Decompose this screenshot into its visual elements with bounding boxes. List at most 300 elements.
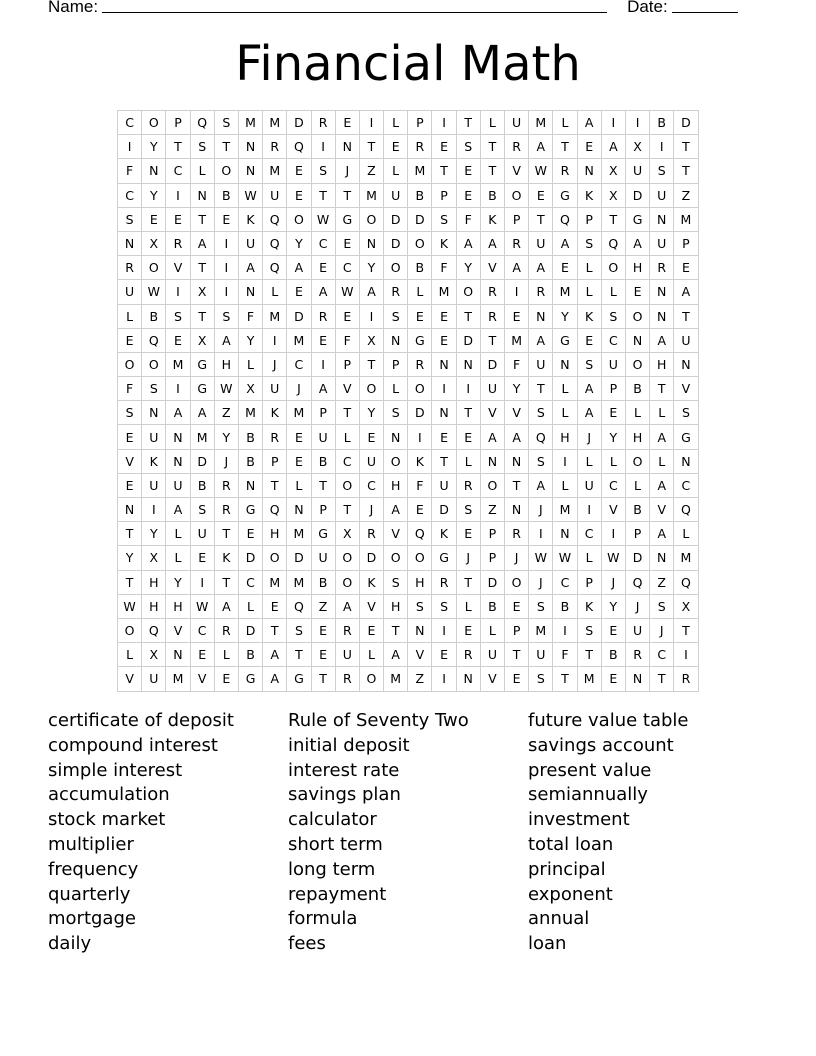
grid-cell[interactable]: A bbox=[650, 329, 674, 353]
grid-cell[interactable]: R bbox=[336, 667, 360, 691]
grid-cell[interactable]: A bbox=[384, 498, 408, 522]
grid-cell[interactable]: I bbox=[553, 619, 577, 643]
grid-cell[interactable]: O bbox=[215, 159, 239, 183]
grid-cell[interactable]: P bbox=[263, 450, 287, 474]
grid-cell[interactable]: V bbox=[191, 667, 215, 691]
grid-cell[interactable]: Q bbox=[674, 498, 698, 522]
grid-cell[interactable]: P bbox=[626, 522, 650, 546]
grid-cell[interactable]: Q bbox=[142, 329, 166, 353]
grid-cell[interactable]: Q bbox=[191, 111, 215, 135]
grid-cell[interactable]: E bbox=[384, 135, 408, 159]
grid-cell[interactable]: I bbox=[432, 667, 456, 691]
grid-cell[interactable]: Q bbox=[529, 425, 553, 449]
grid-cell[interactable]: E bbox=[626, 280, 650, 304]
grid-cell[interactable]: Y bbox=[360, 256, 384, 280]
grid-cell[interactable]: E bbox=[287, 280, 311, 304]
grid-cell[interactable]: Q bbox=[263, 498, 287, 522]
grid-cell[interactable]: L bbox=[481, 111, 505, 135]
grid-cell[interactable]: U bbox=[360, 450, 384, 474]
grid-cell[interactable]: A bbox=[312, 377, 336, 401]
grid-cell[interactable]: N bbox=[432, 401, 456, 425]
grid-cell[interactable]: E bbox=[287, 159, 311, 183]
grid-cell[interactable]: T bbox=[336, 401, 360, 425]
grid-cell[interactable]: N bbox=[505, 498, 529, 522]
grid-cell[interactable]: V bbox=[674, 377, 698, 401]
grid-cell[interactable]: A bbox=[166, 498, 190, 522]
grid-cell[interactable]: R bbox=[505, 522, 529, 546]
grid-cell[interactable]: U bbox=[166, 474, 190, 498]
grid-cell[interactable]: O bbox=[263, 546, 287, 570]
grid-cell[interactable]: C bbox=[239, 571, 263, 595]
grid-cell[interactable]: A bbox=[457, 232, 481, 256]
grid-cell[interactable]: W bbox=[215, 377, 239, 401]
grid-cell[interactable]: L bbox=[626, 474, 650, 498]
grid-cell[interactable]: T bbox=[674, 619, 698, 643]
grid-cell[interactable]: F bbox=[432, 256, 456, 280]
grid-cell[interactable]: G bbox=[312, 522, 336, 546]
grid-cell[interactable]: V bbox=[118, 667, 142, 691]
grid-cell[interactable]: E bbox=[432, 329, 456, 353]
grid-cell[interactable]: I bbox=[166, 184, 190, 208]
grid-cell[interactable]: D bbox=[239, 619, 263, 643]
grid-cell[interactable]: U bbox=[650, 232, 674, 256]
grid-cell[interactable]: U bbox=[263, 377, 287, 401]
grid-cell[interactable]: Y bbox=[602, 595, 626, 619]
grid-cell[interactable]: T bbox=[432, 159, 456, 183]
grid-cell[interactable]: X bbox=[191, 280, 215, 304]
grid-cell[interactable]: T bbox=[650, 667, 674, 691]
grid-cell[interactable]: O bbox=[384, 450, 408, 474]
grid-cell[interactable]: N bbox=[674, 450, 698, 474]
grid-cell[interactable]: T bbox=[529, 208, 553, 232]
grid-cell[interactable]: A bbox=[505, 256, 529, 280]
grid-cell[interactable]: Z bbox=[408, 667, 432, 691]
grid-cell[interactable]: E bbox=[674, 256, 698, 280]
grid-cell[interactable]: L bbox=[215, 643, 239, 667]
grid-cell[interactable]: M bbox=[263, 571, 287, 595]
grid-cell[interactable]: L bbox=[553, 111, 577, 135]
grid-cell[interactable]: M bbox=[553, 498, 577, 522]
grid-cell[interactable]: T bbox=[457, 401, 481, 425]
grid-cell[interactable]: L bbox=[553, 401, 577, 425]
grid-cell[interactable]: T bbox=[432, 450, 456, 474]
grid-cell[interactable]: X bbox=[626, 135, 650, 159]
grid-cell[interactable]: L bbox=[384, 159, 408, 183]
grid-cell[interactable]: F bbox=[505, 353, 529, 377]
grid-cell[interactable]: D bbox=[626, 546, 650, 570]
grid-cell[interactable]: F bbox=[408, 474, 432, 498]
grid-cell[interactable]: R bbox=[408, 353, 432, 377]
grid-cell[interactable]: D bbox=[408, 208, 432, 232]
grid-cell[interactable]: A bbox=[239, 256, 263, 280]
grid-cell[interactable]: V bbox=[166, 256, 190, 280]
grid-cell[interactable]: L bbox=[287, 474, 311, 498]
grid-cell[interactable]: M bbox=[674, 208, 698, 232]
grid-cell[interactable]: L bbox=[166, 522, 190, 546]
grid-cell[interactable]: A bbox=[674, 280, 698, 304]
grid-cell[interactable]: E bbox=[263, 595, 287, 619]
grid-cell[interactable]: J bbox=[287, 377, 311, 401]
grid-cell[interactable]: K bbox=[578, 595, 602, 619]
grid-cell[interactable]: S bbox=[191, 135, 215, 159]
grid-cell[interactable]: L bbox=[602, 450, 626, 474]
grid-cell[interactable]: U bbox=[481, 643, 505, 667]
grid-cell[interactable]: N bbox=[239, 135, 263, 159]
grid-cell[interactable]: S bbox=[166, 305, 190, 329]
grid-cell[interactable]: E bbox=[166, 208, 190, 232]
grid-cell[interactable]: I bbox=[142, 498, 166, 522]
grid-cell[interactable]: A bbox=[553, 232, 577, 256]
grid-cell[interactable]: L bbox=[578, 450, 602, 474]
grid-cell[interactable]: T bbox=[215, 522, 239, 546]
grid-cell[interactable]: B bbox=[602, 643, 626, 667]
grid-cell[interactable]: O bbox=[626, 450, 650, 474]
grid-cell[interactable]: E bbox=[505, 595, 529, 619]
grid-cell[interactable]: V bbox=[481, 256, 505, 280]
grid-cell[interactable]: P bbox=[481, 546, 505, 570]
grid-cell[interactable]: S bbox=[432, 208, 456, 232]
grid-cell[interactable]: D bbox=[481, 353, 505, 377]
grid-cell[interactable]: M bbox=[239, 401, 263, 425]
grid-cell[interactable]: C bbox=[118, 184, 142, 208]
grid-cell[interactable]: B bbox=[239, 450, 263, 474]
grid-cell[interactable]: V bbox=[650, 498, 674, 522]
grid-cell[interactable]: L bbox=[578, 546, 602, 570]
grid-cell[interactable]: Y bbox=[142, 522, 166, 546]
grid-cell[interactable]: F bbox=[239, 305, 263, 329]
grid-cell[interactable]: M bbox=[166, 667, 190, 691]
grid-cell[interactable]: I bbox=[432, 619, 456, 643]
grid-cell[interactable]: N bbox=[626, 667, 650, 691]
grid-cell[interactable]: L bbox=[166, 546, 190, 570]
grid-cell[interactable]: A bbox=[263, 667, 287, 691]
grid-cell[interactable]: R bbox=[215, 474, 239, 498]
grid-cell[interactable]: A bbox=[602, 135, 626, 159]
grid-cell[interactable]: L bbox=[191, 159, 215, 183]
grid-cell[interactable]: A bbox=[215, 329, 239, 353]
name-blank-line[interactable] bbox=[102, 0, 607, 13]
grid-cell[interactable]: Y bbox=[142, 135, 166, 159]
grid-cell[interactable]: H bbox=[650, 353, 674, 377]
grid-cell[interactable]: C bbox=[553, 571, 577, 595]
grid-cell[interactable]: U bbox=[142, 667, 166, 691]
grid-cell[interactable]: S bbox=[432, 595, 456, 619]
grid-cell[interactable]: O bbox=[408, 232, 432, 256]
grid-cell[interactable]: E bbox=[215, 667, 239, 691]
grid-cell[interactable]: O bbox=[408, 377, 432, 401]
grid-cell[interactable]: O bbox=[142, 256, 166, 280]
grid-cell[interactable]: F bbox=[118, 159, 142, 183]
grid-cell[interactable]: R bbox=[263, 135, 287, 159]
grid-cell[interactable]: C bbox=[602, 329, 626, 353]
grid-cell[interactable]: N bbox=[553, 522, 577, 546]
grid-cell[interactable]: V bbox=[336, 377, 360, 401]
grid-cell[interactable]: N bbox=[481, 450, 505, 474]
grid-cell[interactable]: A bbox=[166, 401, 190, 425]
grid-cell[interactable]: H bbox=[142, 571, 166, 595]
grid-cell[interactable]: O bbox=[360, 377, 384, 401]
grid-cell[interactable]: E bbox=[529, 184, 553, 208]
grid-cell[interactable]: R bbox=[650, 256, 674, 280]
grid-cell[interactable]: H bbox=[626, 425, 650, 449]
grid-cell[interactable]: A bbox=[215, 595, 239, 619]
grid-cell[interactable]: S bbox=[529, 401, 553, 425]
grid-cell[interactable]: O bbox=[457, 280, 481, 304]
grid-cell[interactable]: U bbox=[505, 111, 529, 135]
grid-cell[interactable]: T bbox=[215, 571, 239, 595]
grid-cell[interactable]: U bbox=[312, 546, 336, 570]
grid-cell[interactable]: L bbox=[626, 401, 650, 425]
grid-cell[interactable]: Y bbox=[287, 232, 311, 256]
grid-cell[interactable]: C bbox=[166, 159, 190, 183]
grid-cell[interactable]: R bbox=[481, 305, 505, 329]
grid-cell[interactable]: N bbox=[505, 450, 529, 474]
grid-cell[interactable]: H bbox=[142, 595, 166, 619]
grid-cell[interactable]: H bbox=[626, 256, 650, 280]
grid-cell[interactable]: M bbox=[191, 425, 215, 449]
grid-cell[interactable]: G bbox=[239, 667, 263, 691]
grid-cell[interactable]: S bbox=[529, 667, 553, 691]
grid-cell[interactable]: H bbox=[215, 353, 239, 377]
grid-cell[interactable]: B bbox=[142, 305, 166, 329]
grid-cell[interactable]: U bbox=[626, 619, 650, 643]
grid-cell[interactable]: E bbox=[432, 305, 456, 329]
grid-cell[interactable]: N bbox=[408, 619, 432, 643]
grid-cell[interactable]: X bbox=[142, 643, 166, 667]
grid-cell[interactable]: E bbox=[312, 619, 336, 643]
grid-cell[interactable]: R bbox=[626, 643, 650, 667]
grid-cell[interactable]: T bbox=[529, 377, 553, 401]
grid-cell[interactable]: G bbox=[191, 377, 215, 401]
grid-cell[interactable]: L bbox=[384, 111, 408, 135]
grid-cell[interactable]: P bbox=[432, 184, 456, 208]
grid-cell[interactable]: P bbox=[602, 377, 626, 401]
grid-cell[interactable]: B bbox=[312, 450, 336, 474]
grid-cell[interactable]: M bbox=[166, 353, 190, 377]
grid-cell[interactable]: T bbox=[287, 643, 311, 667]
grid-cell[interactable]: Q bbox=[626, 571, 650, 595]
grid-cell[interactable]: Y bbox=[215, 425, 239, 449]
grid-cell[interactable]: D bbox=[360, 546, 384, 570]
grid-cell[interactable]: W bbox=[312, 208, 336, 232]
grid-cell[interactable]: T bbox=[312, 667, 336, 691]
grid-cell[interactable]: L bbox=[602, 280, 626, 304]
grid-cell[interactable]: L bbox=[408, 280, 432, 304]
grid-cell[interactable]: M bbox=[529, 111, 553, 135]
grid-cell[interactable]: S bbox=[215, 305, 239, 329]
grid-cell[interactable]: T bbox=[118, 571, 142, 595]
grid-cell[interactable]: D bbox=[287, 305, 311, 329]
grid-cell[interactable]: U bbox=[336, 643, 360, 667]
grid-cell[interactable]: B bbox=[408, 256, 432, 280]
grid-cell[interactable]: T bbox=[457, 111, 481, 135]
grid-cell[interactable]: H bbox=[553, 425, 577, 449]
grid-cell[interactable]: E bbox=[408, 498, 432, 522]
grid-cell[interactable]: R bbox=[553, 159, 577, 183]
grid-cell[interactable]: C bbox=[287, 353, 311, 377]
grid-cell[interactable]: N bbox=[287, 498, 311, 522]
grid-cell[interactable]: Y bbox=[457, 256, 481, 280]
grid-cell[interactable]: T bbox=[674, 305, 698, 329]
grid-cell[interactable]: H bbox=[166, 595, 190, 619]
grid-cell[interactable]: J bbox=[529, 498, 553, 522]
grid-cell[interactable]: D bbox=[457, 329, 481, 353]
grid-cell[interactable]: N bbox=[239, 280, 263, 304]
grid-cell[interactable]: C bbox=[602, 474, 626, 498]
grid-cell[interactable]: G bbox=[191, 353, 215, 377]
grid-cell[interactable]: T bbox=[674, 159, 698, 183]
grid-cell[interactable]: J bbox=[529, 571, 553, 595]
grid-cell[interactable]: X bbox=[336, 522, 360, 546]
grid-cell[interactable]: S bbox=[650, 159, 674, 183]
grid-cell[interactable]: R bbox=[336, 619, 360, 643]
grid-cell[interactable]: B bbox=[650, 111, 674, 135]
grid-cell[interactable]: T bbox=[263, 619, 287, 643]
grid-cell[interactable]: H bbox=[384, 474, 408, 498]
grid-cell[interactable]: E bbox=[457, 425, 481, 449]
grid-cell[interactable]: Q bbox=[287, 595, 311, 619]
grid-cell[interactable]: S bbox=[384, 305, 408, 329]
grid-cell[interactable]: U bbox=[191, 522, 215, 546]
grid-cell[interactable]: T bbox=[481, 159, 505, 183]
grid-cell[interactable]: N bbox=[191, 184, 215, 208]
grid-cell[interactable]: N bbox=[166, 425, 190, 449]
grid-cell[interactable]: P bbox=[408, 111, 432, 135]
grid-cell[interactable]: R bbox=[457, 474, 481, 498]
grid-cell[interactable]: B bbox=[481, 184, 505, 208]
grid-cell[interactable]: N bbox=[578, 159, 602, 183]
grid-cell[interactable]: T bbox=[505, 474, 529, 498]
grid-cell[interactable]: P bbox=[674, 232, 698, 256]
grid-cell[interactable]: P bbox=[578, 208, 602, 232]
grid-cell[interactable]: G bbox=[553, 184, 577, 208]
grid-cell[interactable]: R bbox=[360, 522, 384, 546]
grid-cell[interactable]: N bbox=[432, 353, 456, 377]
grid-cell[interactable]: R bbox=[312, 305, 336, 329]
grid-cell[interactable]: B bbox=[312, 571, 336, 595]
grid-cell[interactable]: T bbox=[336, 184, 360, 208]
grid-cell[interactable]: U bbox=[529, 353, 553, 377]
grid-cell[interactable]: I bbox=[457, 377, 481, 401]
grid-cell[interactable]: A bbox=[287, 256, 311, 280]
grid-cell[interactable]: V bbox=[481, 667, 505, 691]
grid-cell[interactable]: A bbox=[578, 377, 602, 401]
grid-cell[interactable]: E bbox=[336, 305, 360, 329]
grid-cell[interactable]: E bbox=[312, 643, 336, 667]
grid-cell[interactable]: Y bbox=[360, 401, 384, 425]
grid-cell[interactable]: R bbox=[481, 280, 505, 304]
grid-cell[interactable]: M bbox=[674, 546, 698, 570]
grid-cell[interactable]: A bbox=[384, 643, 408, 667]
grid-cell[interactable]: P bbox=[481, 522, 505, 546]
grid-cell[interactable]: E bbox=[336, 111, 360, 135]
grid-cell[interactable]: K bbox=[263, 401, 287, 425]
grid-cell[interactable]: G bbox=[674, 425, 698, 449]
grid-cell[interactable]: B bbox=[191, 474, 215, 498]
grid-cell[interactable]: V bbox=[505, 159, 529, 183]
grid-cell[interactable]: M bbox=[263, 111, 287, 135]
grid-cell[interactable]: L bbox=[457, 595, 481, 619]
grid-cell[interactable]: W bbox=[529, 546, 553, 570]
grid-cell[interactable]: R bbox=[432, 571, 456, 595]
grid-cell[interactable]: M bbox=[432, 280, 456, 304]
grid-cell[interactable]: E bbox=[602, 619, 626, 643]
grid-cell[interactable]: U bbox=[529, 232, 553, 256]
grid-cell[interactable]: L bbox=[360, 643, 384, 667]
grid-cell[interactable]: E bbox=[432, 643, 456, 667]
grid-cell[interactable]: E bbox=[505, 667, 529, 691]
grid-cell[interactable]: R bbox=[384, 280, 408, 304]
grid-cell[interactable]: W bbox=[553, 546, 577, 570]
grid-cell[interactable]: S bbox=[142, 377, 166, 401]
grid-cell[interactable]: I bbox=[215, 280, 239, 304]
grid-cell[interactable]: A bbox=[578, 111, 602, 135]
grid-cell[interactable]: M bbox=[578, 667, 602, 691]
grid-cell[interactable]: S bbox=[529, 450, 553, 474]
grid-cell[interactable]: E bbox=[457, 522, 481, 546]
grid-cell[interactable]: U bbox=[118, 280, 142, 304]
grid-cell[interactable]: A bbox=[191, 232, 215, 256]
grid-cell[interactable]: N bbox=[650, 305, 674, 329]
grid-cell[interactable]: T bbox=[481, 329, 505, 353]
grid-cell[interactable]: B bbox=[239, 425, 263, 449]
grid-cell[interactable]: O bbox=[360, 667, 384, 691]
grid-cell[interactable]: X bbox=[602, 159, 626, 183]
grid-cell[interactable]: S bbox=[384, 571, 408, 595]
grid-cell[interactable]: L bbox=[481, 619, 505, 643]
grid-cell[interactable]: G bbox=[287, 667, 311, 691]
grid-cell[interactable]: U bbox=[602, 353, 626, 377]
grid-cell[interactable]: M bbox=[360, 184, 384, 208]
grid-cell[interactable]: S bbox=[529, 595, 553, 619]
grid-cell[interactable]: S bbox=[650, 595, 674, 619]
grid-cell[interactable]: N bbox=[166, 450, 190, 474]
grid-cell[interactable]: P bbox=[505, 619, 529, 643]
grid-cell[interactable]: I bbox=[191, 571, 215, 595]
grid-cell[interactable]: T bbox=[650, 377, 674, 401]
grid-cell[interactable]: I bbox=[215, 232, 239, 256]
grid-cell[interactable]: E bbox=[287, 184, 311, 208]
grid-cell[interactable]: C bbox=[674, 474, 698, 498]
grid-cell[interactable]: J bbox=[650, 619, 674, 643]
grid-cell[interactable]: X bbox=[602, 184, 626, 208]
grid-cell[interactable]: N bbox=[650, 208, 674, 232]
grid-cell[interactable]: Q bbox=[674, 571, 698, 595]
grid-cell[interactable]: K bbox=[481, 208, 505, 232]
grid-cell[interactable]: O bbox=[118, 353, 142, 377]
grid-cell[interactable]: U bbox=[650, 184, 674, 208]
grid-cell[interactable]: S bbox=[674, 401, 698, 425]
grid-cell[interactable]: J bbox=[578, 425, 602, 449]
grid-cell[interactable]: K bbox=[578, 305, 602, 329]
grid-cell[interactable]: L bbox=[118, 643, 142, 667]
grid-cell[interactable]: D bbox=[384, 208, 408, 232]
grid-cell[interactable]: R bbox=[118, 256, 142, 280]
grid-cell[interactable]: V bbox=[360, 595, 384, 619]
grid-cell[interactable]: E bbox=[312, 256, 336, 280]
grid-cell[interactable]: S bbox=[118, 401, 142, 425]
grid-cell[interactable]: N bbox=[650, 546, 674, 570]
grid-cell[interactable]: R bbox=[505, 232, 529, 256]
grid-cell[interactable]: N bbox=[118, 232, 142, 256]
grid-cell[interactable]: T bbox=[553, 667, 577, 691]
grid-cell[interactable]: D bbox=[239, 546, 263, 570]
grid-cell[interactable]: E bbox=[118, 474, 142, 498]
grid-cell[interactable]: E bbox=[118, 425, 142, 449]
grid-cell[interactable]: G bbox=[336, 208, 360, 232]
grid-cell[interactable]: N bbox=[336, 135, 360, 159]
grid-cell[interactable]: J bbox=[505, 546, 529, 570]
